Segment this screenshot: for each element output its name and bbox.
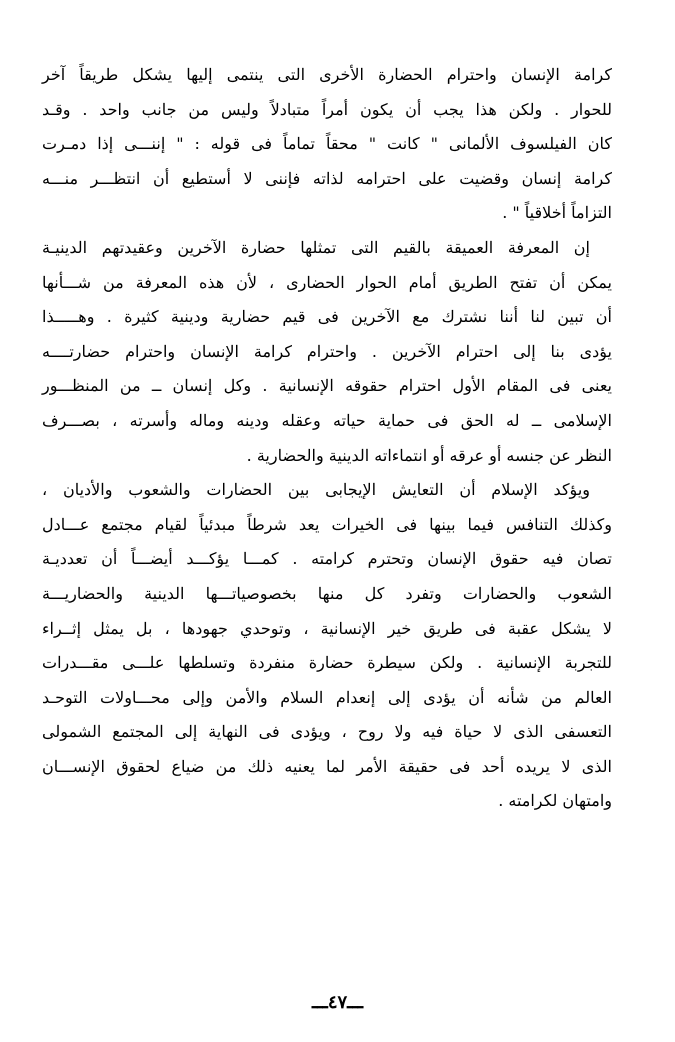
text-line: وامتهان لكرامته . [498, 791, 612, 811]
text-line: تصان فيه حقوق الإنسان وتحترم كرامته . كمـــا يؤكـــد أيضـــاً أن تعدديـة [42, 549, 612, 569]
text-line: الإسلامى ــ له الحق فى حماية حياته وعقله ودينه وماله وأسرته ، بصـــرف [42, 410, 612, 430]
text-line: الذى لا يريده أحد فى حقيقة الأمر لما يعنيه ذلك من ضياع لحقوق الإنســـان [42, 756, 613, 776]
text-line: ويؤكد الإسلام أن التعايش الإيجابى بين الحضارات والشعوب والأديان ، [42, 480, 590, 500]
text-line: يمكن أن تفتح الطريق أمام الحوار الحضارى ، لأن هذه المعرفة من شـــأنها [42, 272, 612, 292]
text-line: العالم من شأنه أن يؤدى إلى إنعدام السلام والأمن وإلى محـــاولات التوحـد [42, 687, 612, 707]
text-line: للتجربة الإنسانية . ولكن سيطرة حضارة منفردة وتسلطها علـــى مقـــدرات [42, 653, 612, 673]
text-line: الشعوب والحضارات وتفرد كل منها بخصوصياتـــها الدينية والحضاريـــة [42, 583, 612, 603]
text-line: كرامة إنسان وقضيت على احترامه لذاته فإننى لا أستطيع أن انتظـــر منـــه [42, 168, 612, 188]
text-line: يؤدى بنا إلى احترام الآخرين . واحترام كرامة الإنسان واحترام حضارتــــه [42, 341, 612, 361]
text-line: أن تبين لنا أننا نشترك مع الآخرين فى قيم حضارية ودينية كثيرة . وهـــــذا [42, 307, 612, 327]
paragraph-3 [42, 473, 612, 819]
text-line: للحوار . ولكن هذا يجب أن يكون أمراً متبادلاً وليس من جانب واحد . وقـد [42, 99, 612, 119]
text-line: وكذلك التنافس فيما بينها فى الخيرات يعد شرطاً مبدئياً لقيام مجتمع عـــادل [42, 514, 612, 534]
text-line: إن المعرفة العميقة بالقيم التى تمثلها حضارة الآخرين وعقيدتهم الدينيـة [42, 237, 590, 257]
text-line: يعنى فى المقام الأول احترام حقوقه الإنسانية . وكل إنسان ــ من المنظـــور [42, 376, 612, 396]
paragraph-1 [42, 58, 612, 231]
text-line: التعسفى الذى لا حياة فيه ولا روح ، ويؤدى فى النهاية إلى المجتمع الشمولى [42, 722, 612, 742]
text-line: التزاماً أخلاقياً " . [502, 203, 612, 223]
text-line: كان الفيلسوف الألمانى " كانت " محقاً تماماً فى قوله : " إننـــى إذا دمـرت [42, 134, 612, 154]
page-number: ـــ٤٧ـــ [312, 992, 363, 1013]
paragraph-2 [42, 231, 612, 473]
text-line: النظر عن جنسه أو عرقه أو انتماءاته الدينية والحضارية . [246, 445, 612, 465]
text-line: كرامة الإنسان واحترام الحضارة الأخرى التى ينتمى إليها يشكل طريقاً آخر [42, 65, 612, 84]
text-line: لا يشكل عقبة فى طريق خير الإنسانية ، وتوحدي جهودها ، بل يمثل إثــراء [42, 618, 613, 638]
body-text [42, 58, 612, 819]
